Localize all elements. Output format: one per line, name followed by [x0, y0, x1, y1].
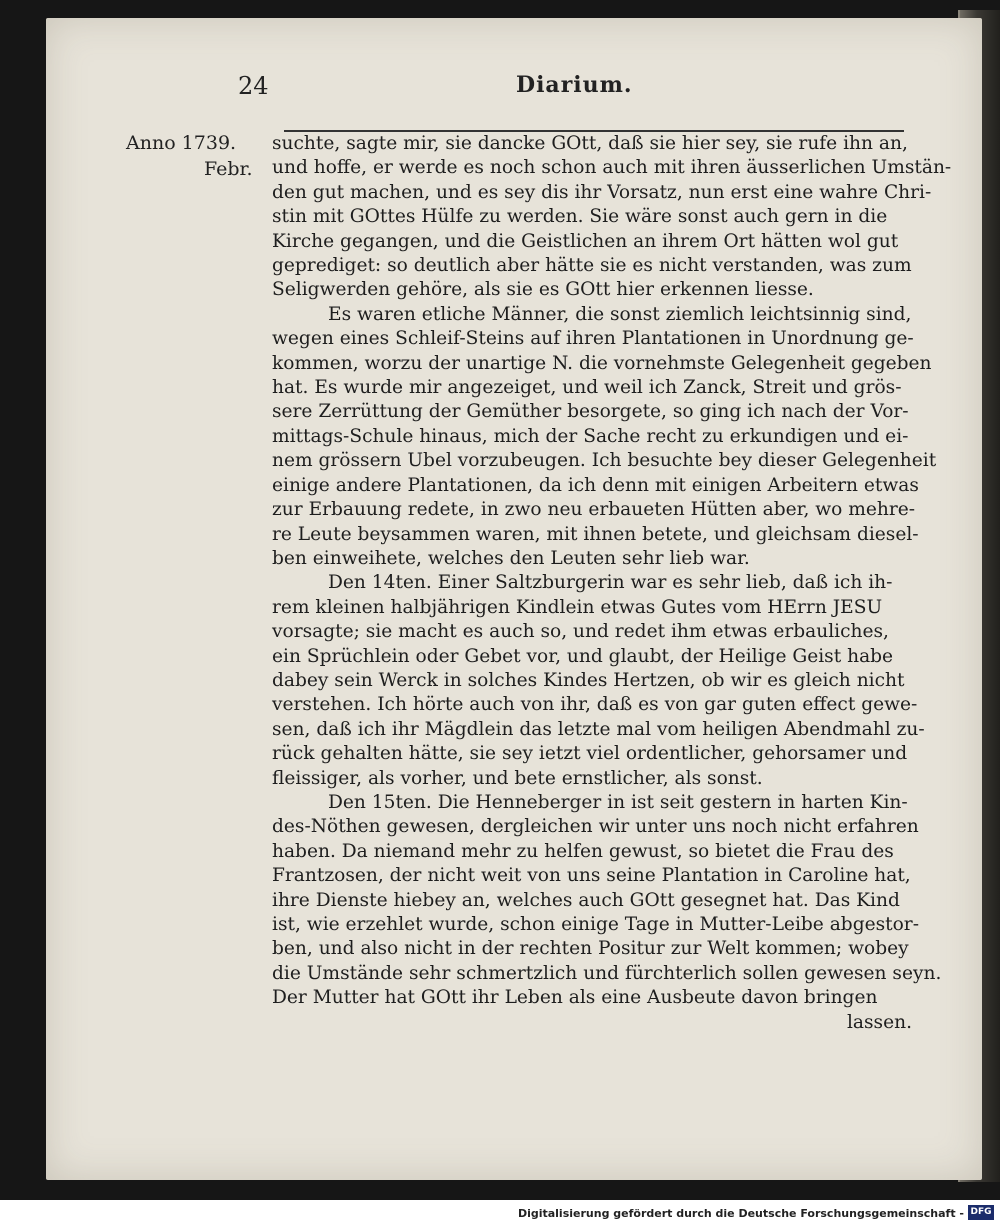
- text-line: re Leute beysammen waren, mit ihnen betete, und gleichsam diesel-: [272, 523, 919, 545]
- text-line: sere Zerrüttung der Gemüther besorgete, so ging ich nach der Vor-: [272, 401, 909, 423]
- text-line: ben, und also nicht in der rechten Positur zur Welt kommen; wobey: [272, 938, 909, 960]
- text-line: verstehen. Ich hörte auch von ihr, daß es von gar guten effect gewe-: [272, 694, 918, 716]
- text-line: einige andere Plantationen, da ich denn mit einigen Arbeitern etwas: [272, 474, 919, 496]
- text-line: ihre Dienste hiebey an, welches auch GOtt gesegnet hat. Das Kind: [272, 889, 900, 911]
- text-line: ist, wie erzehlet wurde, schon einige Tage in Mutter-Leibe abgestor-: [272, 914, 919, 935]
- text-line: haben. Da niemand mehr zu helfen gewust, so bietet die Frau des: [272, 840, 894, 862]
- text-line: ein Sprüchlein oder Gebet vor, und glaubt, der Heilige Geist habe: [272, 645, 894, 667]
- text-line: wegen eines Schleif-Steins auf ihren Plantationen in Unordnung ge-: [272, 328, 914, 350]
- text-line: Den 14ten. Einer Saltzburgerin war es sehr lieb, daß ich ih-: [328, 572, 893, 594]
- text-line: vorsagte; sie macht es auch so, und redet ihm etwas erbauliches,: [272, 621, 889, 643]
- margin-note: [126, 130, 286, 182]
- text-line: rück gehalten hätte, sie sey ietzt viel ordentlicher, gehorsamer und: [272, 743, 908, 765]
- margin-month: Febr.: [204, 158, 253, 180]
- margin-year: Anno 1739.: [126, 132, 237, 154]
- body-text: [272, 132, 952, 1035]
- text-line: kommen, worzu der unartige N. die vornehmste Gelegenheit gegeben: [272, 352, 932, 374]
- text-line: fleissiger, als vorher, und bete ernstlicher, als sonst.: [272, 767, 763, 789]
- text-line: Seligwerden gehöre, als sie es GOtt hier erkennen liesse.: [272, 279, 814, 301]
- text-line: und hoffe, er werde es noch schon auch mit ihren äusserlichen Umstän-: [272, 157, 952, 179]
- text-line: zur Erbauung redete, in zwo neu erbaueten Hütten aber, wo mehre-: [272, 499, 916, 521]
- text-line: den gut machen, und es sey dis ihr Vorsatz, nun erst eine wahre Chri-: [272, 181, 932, 203]
- text-line: Der Mutter hat GOtt ihr Leben als eine Ausbeute davon bringen: [272, 987, 878, 1009]
- text-line: lassen.: [846, 1011, 912, 1033]
- text-line: nem grössern Ubel vorzubeugen. Ich besuchte bey dieser Gelegenheit: [272, 450, 937, 472]
- text-line: des-Nöthen gewesen, dergleichen wir unter uns noch nicht erfahren: [272, 816, 919, 838]
- page-header: [238, 72, 638, 112]
- text-line: Den 15ten. Die Henneberger in ist seit gestern in harten Kin-: [328, 791, 908, 813]
- text-line: ben einweihete, welches den Leuten sehr lieb war.: [272, 547, 750, 569]
- text-line: geprediget: so deutlich aber hätte sie es nicht verstanden, was zum: [272, 255, 912, 277]
- page-number: 24: [238, 72, 269, 100]
- text-line: suchte, sagte mir, sie dancke GOtt, daß sie hier sey, sie rufe ihn an,: [272, 133, 908, 154]
- text-line: mittags-Schule hinaus, mich der Sache recht zu erkundigen und ei-: [272, 425, 909, 447]
- text-line: rem kleinen halbjährigen Kindlein etwas Gutes vom HErrn JESU: [272, 596, 883, 618]
- digitization-credit: Digitalisierung gefördert durch die Deutsche Forschungsgemeinschaft -: [517, 1207, 964, 1220]
- text-line: hat. Es wurde mir angezeiget, und weil ich Zanck, Streit und grös-: [272, 377, 902, 399]
- running-title: Diarium.: [516, 72, 633, 98]
- text-line: Kirche gegangen, und die Geistlichen an ihrem Ort hätten wol gut: [272, 230, 899, 252]
- text-line: die Umstände sehr schmertzlich und fürchterlich sollen gewesen seyn.: [272, 962, 942, 984]
- dfg-logo: DFG: [968, 1205, 994, 1220]
- text-line: dabey sein Werck in solches Kindes Hertzen, ob wir es gleich nicht: [272, 669, 905, 691]
- text-line: sen, daß ich ihr Mägdlein das letzte mal vom heiligen Abendmahl zu-: [272, 718, 925, 740]
- text-line: Frantzosen, der nicht weit von uns seine Plantation in Caroline hat,: [272, 865, 911, 887]
- text-line: Es waren etliche Männer, die sonst ziemlich leichtsinnig sind,: [328, 303, 912, 325]
- text-line: stin mit GOttes Hülfe zu werden. Sie wäre sonst auch gern in die: [272, 206, 888, 228]
